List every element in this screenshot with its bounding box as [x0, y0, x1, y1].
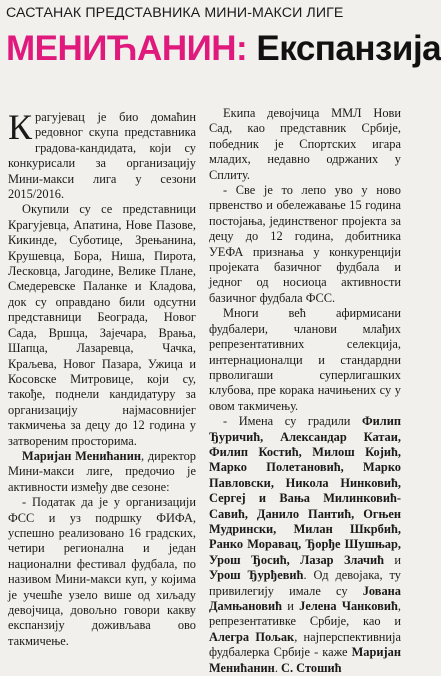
- drop-cap: К: [8, 107, 33, 147]
- player-name: Јована Дамњановић: [209, 583, 401, 613]
- paragraph: Екипа девојчица ММЛ Нови Сад, као представник Србије, победник је Спортских игара младих, недавно одржаних у Сплиту.: [209, 106, 401, 182]
- person-name: Маријан Менићанин: [22, 448, 141, 463]
- paragraph-text: , директор Мини-макси лиге, предочио је активности између две сезоне:: [8, 448, 196, 494]
- article-column-left: [8, 107, 196, 648]
- paragraph-text: - Имена су градили: [223, 414, 362, 429]
- person-name: Маријан Менићанин: [209, 645, 401, 675]
- paragraph: Многи већ афирмисани фудбалери, чланови млађих репрезентативних селекција, интернационалци и стандардни прволигаши суперлигашких клубова, пре корака начињених су у овом такмичењу.: [209, 306, 401, 413]
- headline-rest: Експанзија: [247, 29, 441, 68]
- paragraph: - Све је то лепо уво у ново првенство и обележавање 15 година постојања, јединственог пројекта за децу до 12 година, добитника УЕФА признања у конкуренцији пројеката базичног фудбала и једног од носиоца активности базичног фудбала ФСС.: [209, 183, 401, 305]
- headline-name: МЕНИЋАНИН:: [6, 29, 248, 68]
- article-headline: [6, 26, 441, 72]
- paragraph-text: .: [274, 660, 282, 675]
- paragraph-text: рагујевац је био домаћин редовног скупа представника градова-кандидата, који су конкурисали за организацију Мини-макси лига у сезони 2015/2016.: [8, 110, 196, 202]
- author-signature: С. Стошић: [281, 660, 342, 675]
- paragraph: [209, 414, 401, 676]
- paragraph: Окупили су се представници Крагујевца, Апатина, Нове Пазове, Кикинде, Суботице, Зрењанина, Крушевца, Бора, Ниша, Пирота, Лесковца, Јагодине, Велике Плане, Смедеревске Паланке и Кладова, док су оправдано били одсутни представници Београда, Новог Сада, Вршца, Зајечара, Врања, Шапца, Лазаревца, Чачка, Краљева, Новог Пазара, Ужица и Косовске Митровице, који су, такође, поднели кандидатуру за организацију најмасовнијег такмичења за децу до 12 година у затвореним просторима.: [8, 202, 196, 448]
- paragraph-text: и: [384, 552, 401, 567]
- player-names: Филип Ђуричић, Александар Катаи, Филип Костић, Милош Којић, Марко Полетановић, Марко Павловски, Никола Нинковић, Сергеј и Вања Милинковић-Савић, Данило Пантић, Огњен Мудрински, Милан Шкрбић, Ранко Моравац, Ђорђе Шушњар, Урош Ђосић, Лазар Злачић: [209, 414, 401, 567]
- article-column-right: [209, 106, 402, 675]
- paragraph-text: , најперспективнија фудбалерка Србије - каже: [209, 629, 402, 660]
- paragraph-lead: [8, 107, 196, 202]
- player-name: Алегра Пољак: [209, 629, 295, 644]
- article-kicker: САСТАНАК ПРЕДСТАВНИКА МИНИ-МАКСИ ЛИГЕ: [6, 5, 344, 21]
- player-name: Јелена Чанковић: [299, 599, 398, 613]
- paragraph-text: , репрезентативке Србије, као и: [209, 599, 402, 629]
- paragraph-text: и: [281, 599, 300, 613]
- paragraph-text: . Од девојака, ту привилегију имале су: [209, 568, 402, 598]
- paragraph: [8, 449, 196, 495]
- paragraph: - Податак да је у организацији ФСС и уз подршку ФИФА, успешно реализовано 16 градских, четири регионална и један национални фестивал фудбала, по називом Мини-макси куп, у којима је учешће узело више од хиљаду девојчица, довољно говори какву експанзију доживљава ово такмичење.: [8, 495, 196, 648]
- player-name: Урош Ђурђевић: [209, 568, 304, 583]
